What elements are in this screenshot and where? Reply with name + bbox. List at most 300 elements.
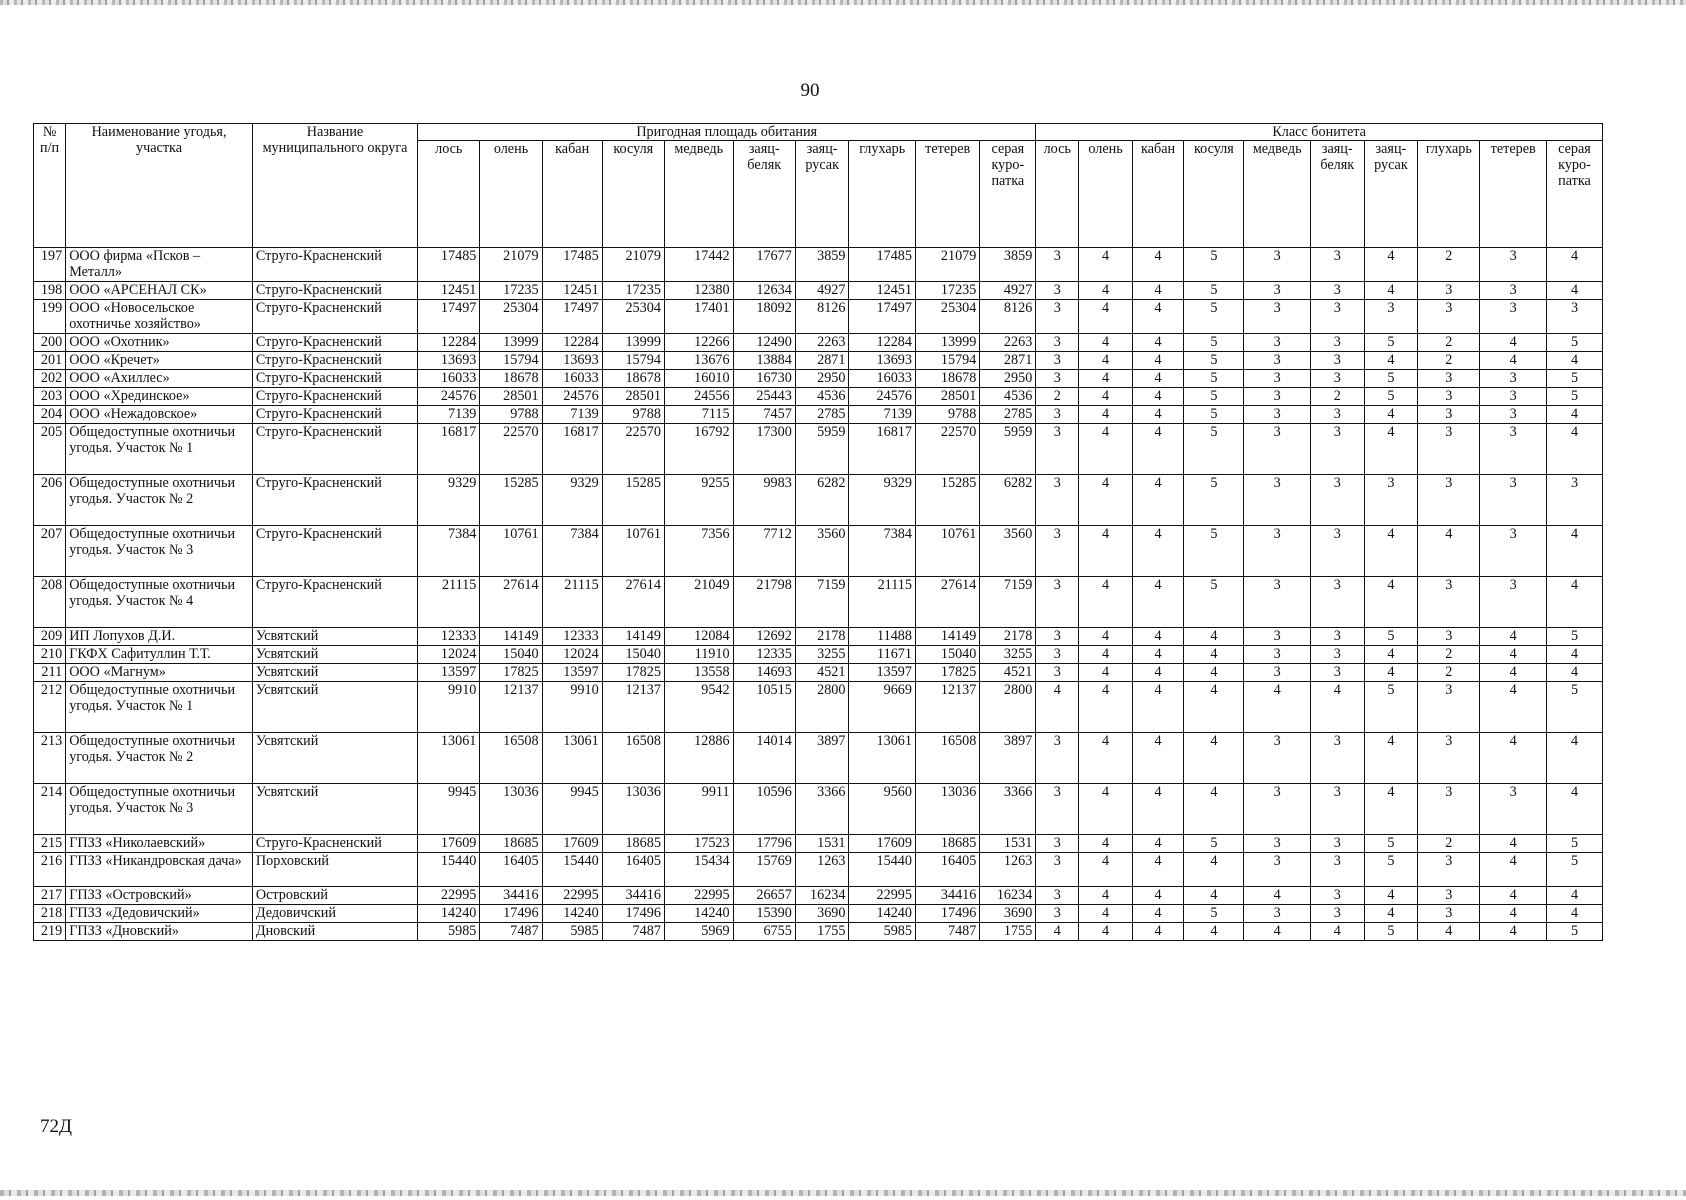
header-class-species: медведь [1244,141,1311,248]
area-cell: 16010 [664,370,733,388]
area-cell: 9669 [849,682,916,733]
row-index: 205 [34,424,66,475]
class-cell: 2 [1418,646,1480,664]
class-cell: 4 [1079,905,1133,923]
area-cell: 17609 [849,835,916,853]
class-cell: 3 [1310,424,1364,475]
area-cell: 16033 [849,370,916,388]
area-cell: 22995 [542,887,602,905]
page-number: 90 [800,80,820,101]
class-cell: 4 [1184,784,1244,835]
area-cell: 27614 [915,577,979,628]
class-cell: 4 [1079,628,1133,646]
class-cell: 3 [1036,784,1079,835]
class-cell: 3 [1310,577,1364,628]
area-cell: 14149 [915,628,979,646]
class-cell: 5 [1184,370,1244,388]
area-cell: 13999 [915,334,979,352]
class-cell: 3 [1036,664,1079,682]
row-name: ГПЗЗ «Островский» [66,887,253,905]
area-cell: 13693 [542,352,602,370]
area-cell: 9329 [542,475,602,526]
class-cell: 4 [1079,733,1133,784]
class-cell: 3 [1244,370,1311,388]
class-cell: 3 [1036,424,1079,475]
area-cell: 14240 [542,905,602,923]
table-row [34,664,1603,682]
area-cell: 12886 [664,733,733,784]
area-cell: 7487 [602,923,664,941]
class-cell: 4 [1546,282,1602,300]
area-cell: 34416 [480,887,542,905]
area-cell: 1755 [795,923,849,941]
area-cell: 17497 [418,300,480,334]
class-cell: 3 [1244,835,1311,853]
table-row [34,526,1603,577]
area-cell: 9983 [733,475,795,526]
area-cell: 7384 [418,526,480,577]
class-cell: 5 [1364,334,1418,352]
class-cell: 4 [1132,784,1184,835]
area-cell: 14240 [849,905,916,923]
class-cell: 3 [1036,887,1079,905]
area-cell: 7139 [542,406,602,424]
class-cell: 4 [1132,248,1184,282]
class-cell: 3 [1244,628,1311,646]
area-cell: 9788 [602,406,664,424]
area-cell: 14240 [418,905,480,923]
row-district: Усвятский [252,664,417,682]
area-cell: 16405 [915,853,979,887]
class-cell: 4 [1184,628,1244,646]
class-cell: 4 [1546,406,1602,424]
area-cell: 16508 [915,733,979,784]
area-cell: 13884 [733,352,795,370]
scan-edge-bottom [0,1190,1686,1196]
class-cell: 3 [1244,475,1311,526]
class-cell: 3 [1036,475,1079,526]
class-cell: 3 [1546,300,1602,334]
row-index: 197 [34,248,66,282]
area-cell: 15040 [602,646,664,664]
class-cell: 4 [1079,406,1133,424]
table-row [34,424,1603,475]
class-cell: 4 [1079,646,1133,664]
class-cell: 3 [1036,733,1079,784]
header-class-species: лось [1036,141,1079,248]
class-cell: 4 [1079,370,1133,388]
hunting-grounds-table [33,123,1603,941]
class-cell: 3 [1418,370,1480,388]
class-cell: 4 [1184,853,1244,887]
area-cell: 5985 [418,923,480,941]
row-name: ИП Лопухов Д.И. [66,628,253,646]
row-index: 208 [34,577,66,628]
area-cell: 1263 [795,853,849,887]
area-cell: 1531 [980,835,1036,853]
area-cell: 2800 [795,682,849,733]
area-cell: 27614 [602,577,664,628]
header-district: Название муниципального округа [252,124,417,248]
class-cell: 5 [1364,835,1418,853]
row-index: 219 [34,923,66,941]
row-name: ООО «Магнум» [66,664,253,682]
class-cell: 3 [1310,784,1364,835]
area-cell: 18685 [915,835,979,853]
class-cell: 3 [1480,406,1547,424]
area-cell: 7487 [480,923,542,941]
class-cell: 4 [1364,406,1418,424]
area-cell: 13036 [602,784,664,835]
area-cell: 13597 [849,664,916,682]
class-cell: 3 [1310,835,1364,853]
area-cell: 28501 [602,388,664,406]
row-name: ООО «АРСЕНАЛ СК» [66,282,253,300]
row-name: Общедоступные охотничьи угодья. Участок № 1 [66,424,253,475]
row-district: Дедовичский [252,905,417,923]
header-class-species: кабан [1132,141,1184,248]
row-index: 206 [34,475,66,526]
class-cell: 3 [1480,248,1547,282]
class-cell: 3 [1480,424,1547,475]
table-row [34,370,1603,388]
area-cell: 3690 [795,905,849,923]
row-index: 215 [34,835,66,853]
area-cell: 7457 [733,406,795,424]
area-cell: 10596 [733,784,795,835]
area-cell: 15769 [733,853,795,887]
area-cell: 2950 [795,370,849,388]
class-cell: 4 [1036,682,1079,733]
class-cell: 4 [1132,664,1184,682]
header-class-species: косуля [1184,141,1244,248]
area-cell: 15285 [602,475,664,526]
row-district: Струго-Красненский [252,835,417,853]
class-cell: 4 [1546,248,1602,282]
class-cell: 4 [1310,682,1364,733]
row-index: 198 [34,282,66,300]
table-row [34,352,1603,370]
row-district: Струго-Красненский [252,300,417,334]
area-cell: 2263 [795,334,849,352]
class-cell: 4 [1079,784,1133,835]
area-cell: 2263 [980,334,1036,352]
class-cell: 4 [1480,646,1547,664]
row-index: 201 [34,352,66,370]
area-cell: 2785 [980,406,1036,424]
row-name: ГПЗЗ «Николаевский» [66,835,253,853]
class-cell: 4 [1364,784,1418,835]
class-cell: 4 [1079,282,1133,300]
row-index: 211 [34,664,66,682]
class-cell: 3 [1310,664,1364,682]
area-cell: 25443 [733,388,795,406]
class-cell: 3 [1418,300,1480,334]
area-cell: 5959 [980,424,1036,475]
area-cell: 17485 [849,248,916,282]
area-cell: 13693 [418,352,480,370]
class-cell: 5 [1184,526,1244,577]
area-cell: 15040 [915,646,979,664]
class-cell: 3 [1480,388,1547,406]
class-cell: 3 [1244,784,1311,835]
area-cell: 8126 [795,300,849,334]
class-cell: 4 [1184,682,1244,733]
class-cell: 4 [1079,475,1133,526]
area-cell: 13558 [664,664,733,682]
row-district: Струго-Красненский [252,388,417,406]
class-cell: 3 [1244,282,1311,300]
row-name: Общедоступные охотничьи угодья. Участок № 4 [66,577,253,628]
class-cell: 5 [1546,853,1602,887]
class-cell: 3 [1418,853,1480,887]
class-cell: 3 [1310,733,1364,784]
class-cell: 4 [1132,682,1184,733]
area-cell: 2785 [795,406,849,424]
area-cell: 7384 [542,526,602,577]
row-district: Струго-Красненский [252,526,417,577]
class-cell: 4 [1132,577,1184,628]
area-cell: 3690 [980,905,1036,923]
row-district: Струго-Красненский [252,282,417,300]
row-district: Струго-Красненский [252,248,417,282]
area-cell: 3859 [980,248,1036,282]
class-cell: 4 [1079,424,1133,475]
area-cell: 16817 [849,424,916,475]
class-cell: 4 [1079,300,1133,334]
area-cell: 21798 [733,577,795,628]
class-cell: 4 [1480,664,1547,682]
area-cell: 12024 [418,646,480,664]
class-cell: 4 [1546,664,1602,682]
class-cell: 4 [1132,334,1184,352]
class-cell: 4 [1480,352,1547,370]
area-cell: 16730 [733,370,795,388]
class-cell: 3 [1310,905,1364,923]
row-district: Усвятский [252,646,417,664]
class-cell: 3 [1244,334,1311,352]
area-cell: 21115 [542,577,602,628]
area-cell: 16033 [542,370,602,388]
header-area-species: лось [418,141,480,248]
row-district: Струго-Красненский [252,475,417,526]
class-cell: 3 [1244,905,1311,923]
class-cell: 4 [1132,853,1184,887]
area-cell: 4927 [980,282,1036,300]
header-class-species: олень [1079,141,1133,248]
row-index: 212 [34,682,66,733]
table-row [34,248,1603,282]
class-cell: 4 [1546,733,1602,784]
class-cell: 4 [1364,905,1418,923]
area-cell: 12692 [733,628,795,646]
area-cell: 13999 [480,334,542,352]
area-cell: 16033 [418,370,480,388]
area-cell: 7487 [915,923,979,941]
table-row [34,905,1603,923]
area-cell: 6282 [795,475,849,526]
area-cell: 2950 [980,370,1036,388]
table-row [34,388,1603,406]
row-index: 202 [34,370,66,388]
class-cell: 3 [1418,388,1480,406]
area-cell: 4536 [980,388,1036,406]
area-cell: 9255 [664,475,733,526]
class-cell: 4 [1418,526,1480,577]
area-cell: 16817 [418,424,480,475]
row-name: ООО фирма «Псков – Металл» [66,248,253,282]
row-district: Дновский [252,923,417,941]
area-cell: 21049 [664,577,733,628]
class-cell: 3 [1310,628,1364,646]
class-cell: 4 [1132,923,1184,941]
class-cell: 4 [1364,248,1418,282]
area-cell: 9329 [418,475,480,526]
class-cell: 3 [1480,577,1547,628]
area-cell: 1263 [980,853,1036,887]
class-cell: 4 [1132,646,1184,664]
area-cell: 12333 [542,628,602,646]
area-cell: 24576 [849,388,916,406]
row-index: 203 [34,388,66,406]
area-cell: 13036 [480,784,542,835]
table-row [34,923,1603,941]
header-area-species: медведь [664,141,733,248]
area-cell: 17796 [733,835,795,853]
class-cell: 5 [1184,352,1244,370]
row-district: Усвятский [252,733,417,784]
area-cell: 10761 [602,526,664,577]
area-cell: 24576 [418,388,480,406]
area-cell: 9945 [542,784,602,835]
area-cell: 17825 [480,664,542,682]
class-cell: 4 [1132,475,1184,526]
area-cell: 13597 [542,664,602,682]
area-cell: 22570 [915,424,979,475]
area-cell: 9788 [915,406,979,424]
header-area-species: тетерев [915,141,979,248]
table-row [34,406,1603,424]
class-cell: 3 [1036,646,1079,664]
class-cell: 5 [1546,334,1602,352]
area-cell: 12137 [602,682,664,733]
area-cell: 12335 [733,646,795,664]
class-cell: 4 [1546,887,1602,905]
area-cell: 21115 [418,577,480,628]
area-cell: 17496 [915,905,979,923]
area-cell: 17677 [733,248,795,282]
table-row [34,887,1603,905]
class-cell: 4 [1480,853,1547,887]
class-cell: 5 [1546,388,1602,406]
class-cell: 3 [1364,300,1418,334]
class-cell: 3 [1480,784,1547,835]
area-cell: 18685 [602,835,664,853]
class-cell: 4 [1244,923,1311,941]
class-cell: 3 [1244,646,1311,664]
class-cell: 5 [1184,282,1244,300]
area-cell: 6282 [980,475,1036,526]
area-cell: 18092 [733,300,795,334]
class-cell: 4 [1132,388,1184,406]
area-cell: 15434 [664,853,733,887]
area-cell: 5959 [795,424,849,475]
area-cell: 25304 [915,300,979,334]
class-cell: 4 [1480,835,1547,853]
header-area-species: кабан [542,141,602,248]
area-cell: 25304 [480,300,542,334]
header-class-species: тетерев [1480,141,1547,248]
class-cell: 3 [1418,424,1480,475]
area-cell: 15794 [480,352,542,370]
area-cell: 14693 [733,664,795,682]
row-district: Островский [252,887,417,905]
class-cell: 5 [1184,835,1244,853]
row-district: Порховский [252,853,417,887]
class-cell: 4 [1480,682,1547,733]
header-area-species: заяц-русак [795,141,849,248]
class-cell: 3 [1418,628,1480,646]
area-cell: 16508 [602,733,664,784]
class-cell: 3 [1244,577,1311,628]
area-cell: 17496 [602,905,664,923]
class-cell: 3 [1036,334,1079,352]
area-cell: 12490 [733,334,795,352]
class-cell: 3 [1036,905,1079,923]
area-cell: 13999 [602,334,664,352]
area-cell: 12137 [480,682,542,733]
row-name: ГПЗЗ «Дедовичский» [66,905,253,923]
class-cell: 4 [1546,352,1602,370]
class-cell: 3 [1036,628,1079,646]
area-cell: 28501 [915,388,979,406]
row-index: 217 [34,887,66,905]
area-cell: 17609 [418,835,480,853]
table-row [34,334,1603,352]
area-cell: 13693 [849,352,916,370]
class-cell: 4 [1310,923,1364,941]
class-cell: 4 [1079,526,1133,577]
area-cell: 21079 [480,248,542,282]
area-cell: 16508 [480,733,542,784]
class-cell: 4 [1036,923,1079,941]
area-cell: 5969 [664,923,733,941]
area-cell: 12451 [849,282,916,300]
row-name: ООО «Новосельское охотничье хозяйство» [66,300,253,334]
class-cell: 4 [1132,370,1184,388]
row-district: Усвятский [252,682,417,733]
area-cell: 15794 [602,352,664,370]
class-cell: 4 [1244,682,1311,733]
class-cell: 4 [1079,334,1133,352]
area-cell: 28501 [480,388,542,406]
class-cell: 4 [1079,682,1133,733]
area-cell: 24556 [664,388,733,406]
area-cell: 24576 [542,388,602,406]
class-cell: 3 [1418,887,1480,905]
class-cell: 4 [1132,300,1184,334]
area-cell: 13061 [418,733,480,784]
class-cell: 3 [1036,300,1079,334]
class-cell: 3 [1036,853,1079,887]
table-row [34,300,1603,334]
row-district: Струго-Красненский [252,334,417,352]
scan-edge-top [0,0,1686,5]
area-cell: 11488 [849,628,916,646]
area-cell: 17401 [664,300,733,334]
table-row [34,853,1603,887]
area-cell: 7159 [795,577,849,628]
